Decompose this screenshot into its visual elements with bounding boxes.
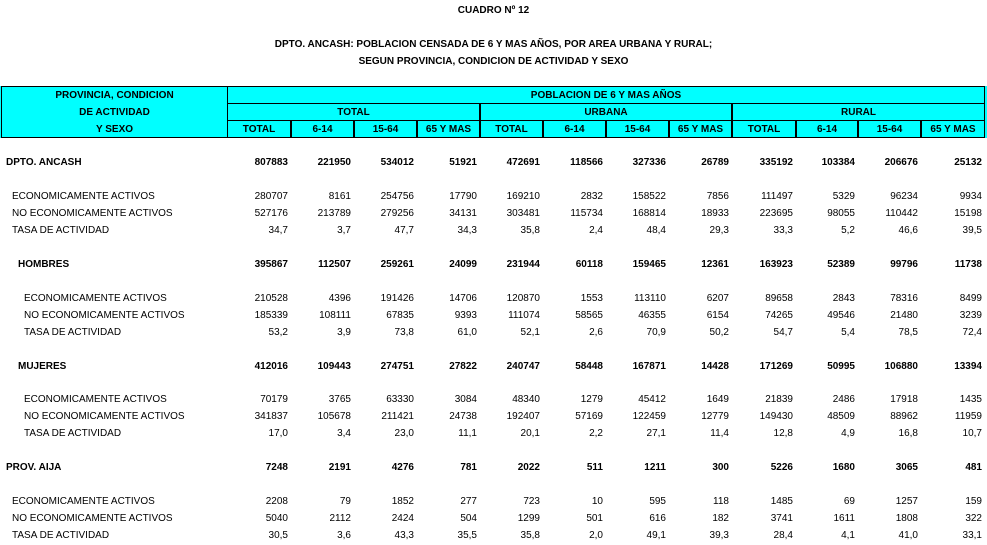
table-cell: 2,4 — [589, 225, 603, 236]
row-label: NO ECONOMICAMENTE ACTIVOS — [12, 208, 173, 219]
table-row — [0, 325, 987, 342]
table-cell: 30,5 — [268, 530, 288, 541]
population-header — [227, 86, 985, 104]
table-cell: 5,2 — [841, 225, 855, 236]
table-cell: 211421 — [381, 411, 414, 422]
table-cell: 8161 — [328, 191, 351, 202]
table-cell: 595 — [649, 496, 666, 507]
table-cell: 113110 — [634, 293, 666, 304]
table-cell: 169210 — [506, 191, 540, 202]
table-cell: 1553 — [580, 293, 603, 304]
table-cell: 504 — [460, 513, 477, 524]
table-cell: 2208 — [265, 496, 288, 507]
table-cell: 78,5 — [898, 327, 918, 338]
table-cell: 89658 — [765, 293, 793, 304]
table-cell: 29,3 — [709, 225, 729, 236]
header-text: 6-14 — [312, 124, 333, 135]
table-cell: 322 — [965, 513, 982, 524]
table-cell: 48509 — [827, 411, 855, 422]
header-text: 65 Y MAS — [930, 124, 976, 135]
row-label: PROV. AIJA — [6, 462, 62, 473]
table-cell: 182 — [712, 513, 729, 524]
table-cell: 149430 — [759, 411, 793, 422]
table-cell: 210528 — [254, 293, 288, 304]
table-cell: 11,1 — [458, 428, 477, 439]
table-cell: 2486 — [832, 394, 855, 405]
table-cell: 1852 — [391, 496, 414, 507]
table-cell: 17,0 — [268, 428, 288, 439]
table-cell: 25132 — [954, 157, 982, 168]
table-cell: 12361 — [701, 259, 729, 270]
row-label: NO ECONOMICAMENTE ACTIVOS — [24, 310, 185, 321]
column-header-7 — [669, 120, 732, 138]
row-label: DPTO. ANCASH — [6, 157, 82, 168]
table-cell: 213789 — [317, 208, 351, 219]
table-cell: 1279 — [580, 394, 603, 405]
table-cell: 2112 — [329, 513, 351, 524]
table-cell: 1299 — [517, 513, 540, 524]
table-cell: 20,1 — [520, 428, 540, 439]
table-cell: 79 — [339, 496, 351, 507]
column-header-10 — [858, 120, 921, 138]
table-cell: 3239 — [959, 310, 982, 321]
column-header-3 — [417, 120, 480, 138]
table-cell: 223695 — [759, 208, 793, 219]
table-cell: 501 — [586, 513, 603, 524]
table-cell: 17790 — [449, 191, 477, 202]
table-cell: 35,8 — [520, 530, 540, 541]
row-label: ECONOMICAMENTE ACTIVOS — [24, 293, 167, 304]
table-cell: 192407 — [506, 411, 540, 422]
table-cell: 280707 — [254, 191, 288, 202]
header-text: POBLACION DE 6 Y MAS AÑOS — [530, 90, 682, 101]
table-row — [0, 308, 987, 325]
table-row — [0, 528, 987, 545]
header-text: DE ACTIVIDAD — [79, 107, 150, 118]
table-cell: 34,7 — [268, 225, 288, 236]
table-cell: 47,7 — [394, 225, 414, 236]
header-text: 6-14 — [564, 124, 585, 135]
header-text: PROVINCIA, CONDICION — [55, 90, 174, 101]
table-cell: 41,0 — [898, 530, 918, 541]
table-cell: 6207 — [706, 293, 729, 304]
table-cell: 412016 — [254, 361, 288, 372]
column-header-4 — [480, 120, 543, 138]
table-cell: 103384 — [821, 157, 855, 168]
table-cell: 335192 — [759, 157, 793, 168]
table-cell: 254756 — [380, 191, 414, 202]
table-cell: 2,2 — [589, 428, 603, 439]
table-cell: 12,8 — [773, 428, 793, 439]
table-cell: 300 — [712, 462, 729, 473]
header-text: 65 Y MAS — [425, 124, 472, 135]
table-cell: 58565 — [575, 310, 603, 321]
table-row — [0, 409, 987, 426]
table-cell: 2022 — [517, 462, 540, 473]
table-cell: 4396 — [328, 293, 351, 304]
table-cell: 16,8 — [898, 428, 918, 439]
table-cell: 73,8 — [394, 327, 414, 338]
table-row — [0, 426, 987, 443]
table-cell: 60118 — [575, 259, 603, 270]
table-cell: 122459 — [632, 411, 666, 422]
table-cell: 50995 — [827, 361, 855, 372]
table-cell: 10,7 — [962, 428, 982, 439]
table-row — [0, 257, 987, 274]
row-label: ECONOMICAMENTE ACTIVOS — [24, 394, 167, 405]
table-cell: 527176 — [254, 208, 288, 219]
table-cell: 21839 — [765, 394, 793, 405]
table-cell: 1680 — [832, 462, 855, 473]
table-row — [0, 511, 987, 528]
column-header-2 — [354, 120, 417, 138]
table-cell: 6154 — [706, 310, 729, 321]
table-cell: 534012 — [380, 157, 414, 168]
table-cell: 781 — [460, 462, 477, 473]
table-cell: 63330 — [386, 394, 414, 405]
table-cell: 58448 — [575, 361, 603, 372]
table-cell: 11738 — [954, 259, 982, 270]
table-cell: 1611 — [833, 513, 855, 524]
table-cell: 3,9 — [337, 327, 351, 338]
table-cell: 118 — [713, 496, 729, 507]
table-cell: 43,3 — [394, 530, 414, 541]
table-cell: 115734 — [570, 208, 603, 219]
table-cell: 23,0 — [394, 428, 414, 439]
table-row — [0, 155, 987, 172]
row-label: NO ECONOMICAMENTE ACTIVOS — [24, 411, 185, 422]
table-cell: 206676 — [884, 157, 918, 168]
header-text: 15-64 — [372, 124, 399, 135]
row-label: TASA DE ACTIVIDAD — [12, 530, 110, 541]
table-cell: 1649 — [706, 394, 729, 405]
table-cell: 70179 — [260, 394, 288, 405]
row-label: HOMBRES — [18, 259, 70, 270]
table-cell: 69 — [843, 496, 855, 507]
table-cell: 395867 — [254, 259, 288, 270]
table-cell: 1485 — [770, 496, 793, 507]
table-cell: 105678 — [317, 411, 351, 422]
table-cell: 35,8 — [520, 225, 540, 236]
table-cell: 2832 — [580, 191, 603, 202]
table-cell: 3084 — [454, 394, 477, 405]
table-cell: 171269 — [759, 361, 793, 372]
table-cell: 11959 — [954, 411, 982, 422]
table-cell: 78316 — [890, 293, 918, 304]
header-text: 6-14 — [816, 124, 837, 135]
header-text: 15-64 — [624, 124, 651, 135]
table-cell: 3,6 — [337, 530, 351, 541]
table-cell: 167871 — [632, 361, 666, 372]
table-cell: 158522 — [632, 191, 666, 202]
column-header-1 — [291, 120, 354, 138]
table-cell: 39,3 — [709, 530, 729, 541]
table-cell: 7248 — [265, 462, 288, 473]
table-cell: 303481 — [506, 208, 540, 219]
column-header-8 — [732, 120, 796, 138]
table-cell: 11,4 — [710, 428, 729, 439]
table-cell: 61,0 — [457, 327, 477, 338]
table-cell: 106880 — [884, 361, 918, 372]
table-cell: 21480 — [890, 310, 918, 321]
table-cell: 46,6 — [898, 225, 918, 236]
row-label: ECONOMICAMENTE ACTIVOS — [12, 191, 155, 202]
table-cell: 67835 — [386, 310, 414, 321]
table-cell: 159 — [965, 496, 982, 507]
row-label: ECONOMICAMENTE ACTIVOS — [12, 496, 155, 507]
table-cell: 49,1 — [646, 530, 666, 541]
table-cell: 3065 — [895, 462, 918, 473]
header-text: TOTAL — [242, 124, 276, 135]
table-cell: 4,9 — [841, 428, 855, 439]
table-cell: 35,5 — [457, 530, 477, 541]
table-subtitle-line2: SEGUN PROVINCIA, CONDICION DE ACTIVIDAD Y SEXO — [358, 56, 629, 67]
column-header-6 — [606, 120, 669, 138]
row-label: MUJERES — [18, 361, 67, 372]
table-cell: 191426 — [380, 293, 414, 304]
table-row — [0, 460, 987, 477]
table-cell: 240747 — [506, 361, 540, 372]
table-cell: 185339 — [254, 310, 288, 321]
table-cell: 327336 — [632, 157, 666, 168]
table-cell: 1257 — [895, 496, 918, 507]
table-header — [0, 86, 987, 138]
table-cell: 49546 — [827, 310, 855, 321]
table-cell: 34131 — [449, 208, 477, 219]
table-cell: 53,2 — [268, 327, 288, 338]
table-cell: 111497 — [761, 191, 793, 202]
table-cell: 274751 — [380, 361, 414, 372]
table-cell: 51921 — [449, 157, 477, 168]
table-cell: 341837 — [254, 411, 288, 422]
header-text: 15-64 — [876, 124, 903, 135]
header-text: TOTAL — [495, 124, 528, 135]
table-row — [0, 189, 987, 206]
table-cell: 1211 — [644, 462, 666, 473]
table-cell: 33,3 — [773, 225, 793, 236]
table-cell: 24738 — [449, 411, 477, 422]
column-header-11 — [921, 120, 985, 138]
group-header-rural — [732, 103, 985, 121]
table-cell: 98055 — [827, 208, 855, 219]
table-cell: 4276 — [391, 462, 414, 473]
table-cell: 7856 — [706, 191, 729, 202]
table-row — [0, 223, 987, 240]
table-row — [0, 206, 987, 223]
table-cell: 259261 — [380, 259, 414, 270]
table-cell: 511 — [586, 462, 603, 473]
table-cell: 48340 — [512, 394, 540, 405]
table-cell: 70,9 — [646, 327, 666, 338]
table-cell: 5,4 — [841, 327, 855, 338]
table-cell: 5226 — [770, 462, 793, 473]
group-header-urbana — [480, 103, 732, 121]
table-cell: 5040 — [265, 513, 288, 524]
group-header-total — [227, 103, 480, 121]
table-cell: 723 — [523, 496, 540, 507]
table-cell: 9934 — [959, 191, 982, 202]
table-row — [0, 494, 987, 511]
table-cell: 48,4 — [646, 225, 666, 236]
table-cell: 4,1 — [841, 530, 855, 541]
table-cell: 96234 — [890, 191, 918, 202]
table-cell: 14706 — [449, 293, 477, 304]
table-cell: 26789 — [701, 157, 729, 168]
table-cell: 34,3 — [457, 225, 477, 236]
table-cell: 99796 — [890, 259, 918, 270]
table-cell: 1435 — [959, 394, 982, 405]
table-cell: 109443 — [317, 361, 351, 372]
header-text: URBANA — [584, 107, 628, 118]
table-cell: 46355 — [638, 310, 666, 321]
table-cell: 72,4 — [962, 327, 982, 338]
table-cell: 14428 — [701, 361, 729, 372]
table-cell: 2,0 — [589, 530, 603, 541]
table-cell: 616 — [649, 513, 666, 524]
table-cell: 2191 — [328, 462, 351, 473]
table-title: CUADRO Nº 12 — [457, 5, 530, 16]
row-label: NO ECONOMICAMENTE ACTIVOS — [12, 513, 173, 524]
table-cell: 807883 — [254, 157, 288, 168]
table-cell: 3741 — [770, 513, 793, 524]
table-cell: 2843 — [832, 293, 855, 304]
table-cell: 118566 — [570, 157, 603, 168]
table-cell: 9393 — [454, 310, 477, 321]
table-cell: 472691 — [506, 157, 540, 168]
header-text: RURAL — [841, 107, 876, 118]
header-text: Y SEXO — [95, 124, 134, 135]
table-cell: 231944 — [506, 259, 540, 270]
table-cell: 3,4 — [337, 428, 351, 439]
column-header-5 — [543, 120, 606, 138]
table-cell: 74265 — [765, 310, 793, 321]
row-label: TASA DE ACTIVIDAD — [12, 225, 110, 236]
column-header-9 — [796, 120, 858, 138]
row-label: TASA DE ACTIVIDAD — [24, 327, 122, 338]
header-text: TOTAL — [337, 107, 370, 118]
table-cell: 10 — [591, 496, 603, 507]
table-cell: 88962 — [890, 411, 918, 422]
table-cell: 17918 — [890, 394, 918, 405]
table-cell: 54,7 — [773, 327, 793, 338]
table-cell: 24099 — [449, 259, 477, 270]
table-row — [0, 392, 987, 409]
table-subtitle-line1: DPTO. ANCASH: POBLACION CENSADA DE 6 Y MAS AÑOS, POR AREA URBANA Y RURAL; — [274, 39, 713, 50]
table-cell: 52389 — [827, 259, 855, 270]
table-cell: 57169 — [575, 411, 603, 422]
table-cell: 108111 — [319, 310, 351, 321]
table-cell: 12779 — [701, 411, 729, 422]
table-cell: 277 — [460, 496, 477, 507]
table-cell: 27,1 — [646, 428, 666, 439]
table-cell: 28,4 — [773, 530, 793, 541]
header-text: TOTAL — [747, 124, 781, 135]
table-cell: 15198 — [954, 208, 982, 219]
table-cell: 279256 — [380, 208, 414, 219]
table-cell: 2,6 — [589, 327, 603, 338]
table-cell: 163923 — [759, 259, 793, 270]
table-cell: 111074 — [508, 310, 540, 321]
table-cell: 45412 — [638, 394, 666, 405]
table-cell: 3765 — [328, 394, 351, 405]
table-cell: 120870 — [506, 293, 540, 304]
table-cell: 110442 — [885, 208, 918, 219]
table-cell: 221950 — [317, 157, 351, 168]
table-cell: 3,7 — [337, 225, 351, 236]
header-text: 65 Y MAS — [677, 124, 724, 135]
table-cell: 52,1 — [520, 327, 540, 338]
table-row — [0, 359, 987, 376]
table-row — [0, 291, 987, 308]
table-cell: 159465 — [632, 259, 666, 270]
table-cell: 1808 — [895, 513, 918, 524]
table-cell: 50,2 — [709, 327, 729, 338]
table-cell: 168814 — [632, 208, 666, 219]
table-cell: 33,1 — [962, 530, 982, 541]
row-label: TASA DE ACTIVIDAD — [24, 428, 122, 439]
table-cell: 481 — [965, 462, 982, 473]
column-header-0 — [227, 120, 291, 138]
table-cell: 2424 — [391, 513, 414, 524]
table-cell: 112507 — [318, 259, 351, 270]
stub-header — [1, 86, 228, 138]
table-cell: 8499 — [959, 293, 982, 304]
table-cell: 27822 — [449, 361, 477, 372]
table-cell: 39,5 — [962, 225, 982, 236]
table-cell: 5329 — [832, 191, 855, 202]
table-cell: 13394 — [954, 361, 982, 372]
table-cell: 18933 — [701, 208, 729, 219]
